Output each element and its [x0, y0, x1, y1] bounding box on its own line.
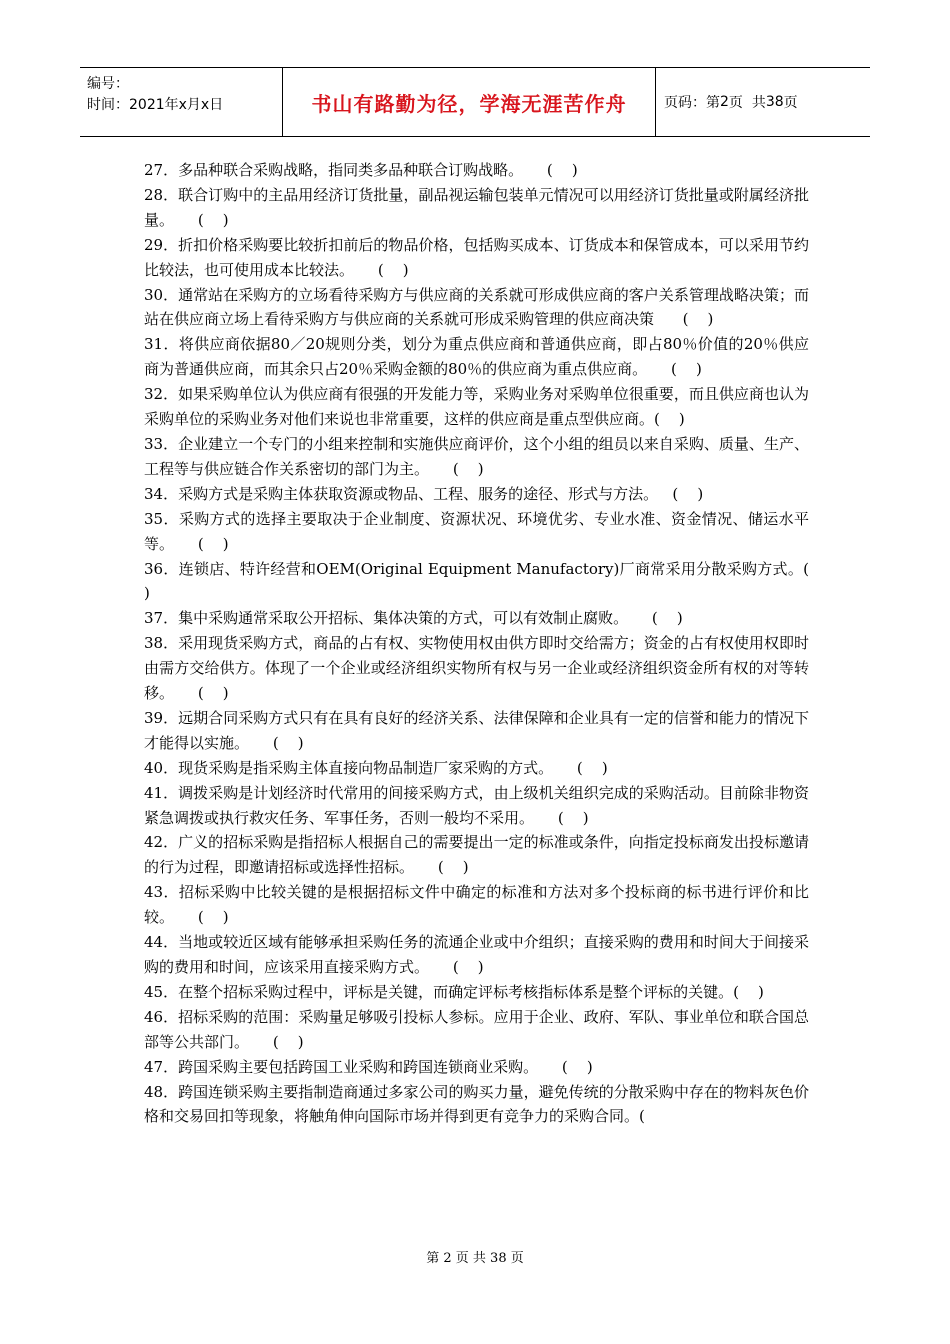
question-item: 36．连锁店、特许经营和OEM(Original Equipment Manufactory)厂商常采用分散采购方式。( )	[144, 559, 829, 603]
page-mid: 页 共	[728, 95, 766, 111]
serial-label: 编号：	[87, 76, 129, 92]
question-item: 44．当地或较近区域有能够承担采购任务的流通企业或中介组织；直接采购的费用和时间大于间接采购的费用和时间，应该采用直接采购方式。 ( )	[144, 933, 809, 976]
question-item: 45．在整个招标采购过程中，评标是关键，而确定评标考核指标体系是整个评标的关键。( )	[144, 982, 764, 1001]
question-item: 32．如果采购单位认为供应商有很强的开发能力等，采购业务对采购单位很重要，而且供应商也认为采购单位的采购业务对他们来说也非常重要，这样的供应商是重点型供应商。( )	[144, 385, 809, 429]
header-motto: 书山有路勤为径，学海无涯苦作舟	[283, 68, 656, 136]
question-item: 48．跨国连锁采购主要指制造商通过多家公司的购买力量，避免传统的分散采购中存在的物料灰色价格和交易回扣等现象，将触角伸向国际市场并得到更有竞争力的采购合同。(	[144, 1082, 809, 1126]
question-item: 47．跨国采购主要包括跨国工业采购和跨国连锁商业采购。 ( )	[144, 1057, 593, 1076]
page-current: 2	[720, 94, 729, 110]
page-footer: 第 2 页 共 38 页	[426, 1251, 524, 1266]
question-item: 40．现货采购是指采购主体直接向物品制造厂家采购的方式。 ( )	[144, 758, 608, 777]
question-item: 46．招标采购的范围：采购量足够吸引投标人参标。应用于企业、政府、军队、事业单位和联合国总部等公共部门。 ( )	[144, 1007, 809, 1051]
page-header	[80, 67, 870, 137]
question-item: 34．采购方式是采购主体获取资源或物品、工程、服务的途径、形式与方法。 ( )	[144, 484, 704, 503]
page-prefix: 页码：第	[664, 95, 720, 111]
question-item: 29．折扣价格采购要比较折扣前后的物品价格，包括购买成本、订货成本和保管成本，可以采用节约比较法，也可使用成本比较法。 ( )	[144, 235, 809, 279]
question-item: 37．集中采购通常采取公开招标、集体决策的方式，可以有效制止腐败。 ( )	[144, 609, 683, 628]
question-item: 38．采用现货采购方式，商品的占有权、实物使用权由供方即时交给需方；资金的占有权使用权即时由需方交给供方。体现了一个企业或经济组织实物所有权与另一企业或经济组织资金所有权的对等转移。 ( )	[144, 634, 809, 703]
question-item: 28．联合订购中的主品用经济订货批量，副品视运输包装单元情况可以用经济订货批量或附属经济批量。 ( )	[144, 185, 809, 229]
question-item: 41．调拨采购是计划经济时代常用的间接采购方式，由上级机关组织完成的采购活动。目前除非物资紧急调拨或执行救灾任务、军事任务，否则一般均不采用。 ( )	[144, 783, 809, 827]
header-page-info	[656, 68, 870, 136]
date-line: 时间：2021年x月x日	[87, 97, 224, 113]
question-item: 30．通常站在采购方的立场看待采购方与供应商的关系就可形成供应商的客户关系管理战略决策；而站在供应商立场上看待采购方与供应商的关系就可形成采购管理的供应商决策 ( )	[144, 285, 809, 329]
page-total: 38	[765, 94, 784, 110]
question-item: 43．招标采购中比较关键的是根据招标文件中确定的标准和方法对多个投标商的标书进行评价和比较。 ( )	[144, 883, 809, 927]
question-item: 35．采购方式的选择主要取决于企业制度、资源状况、环境优劣、专业水准、资金情况、储运水平等。 ( )	[144, 509, 809, 553]
question-list	[144, 158, 829, 1129]
question-item: 27．多品种联合采购战略，指同类多品种联合订购战略。 ( )	[144, 161, 578, 179]
page-suffix: 页	[783, 95, 798, 111]
question-item: 31．将供应商依据80／20规则分类，划分为重点供应商和普通供应商，即占80％价值的20％供应商为普通供应商，而其余只占20％采购金额的80％的供应商为重点供应商。 ( )	[144, 335, 809, 379]
question-item: 39．远期合同采购方式只有在具有良好的经济关系、法律保障和企业具有一定的信誉和能力的情况下才能得以实施。 ( )	[144, 708, 809, 752]
question-item: 42．广义的招标采购是指招标人根据自己的需要提出一定的标准或条件，向指定投标商发出投标邀请的行为过程，即邀请招标或选择性招标。 ( )	[144, 833, 809, 877]
question-item: 33．企业建立一个专门的小组来控制和实施供应商评价，这个小组的组员以来自采购、质量、生产、工程等与供应链合作关系密切的部门为主。 ( )	[144, 434, 809, 478]
header-info	[80, 68, 283, 136]
